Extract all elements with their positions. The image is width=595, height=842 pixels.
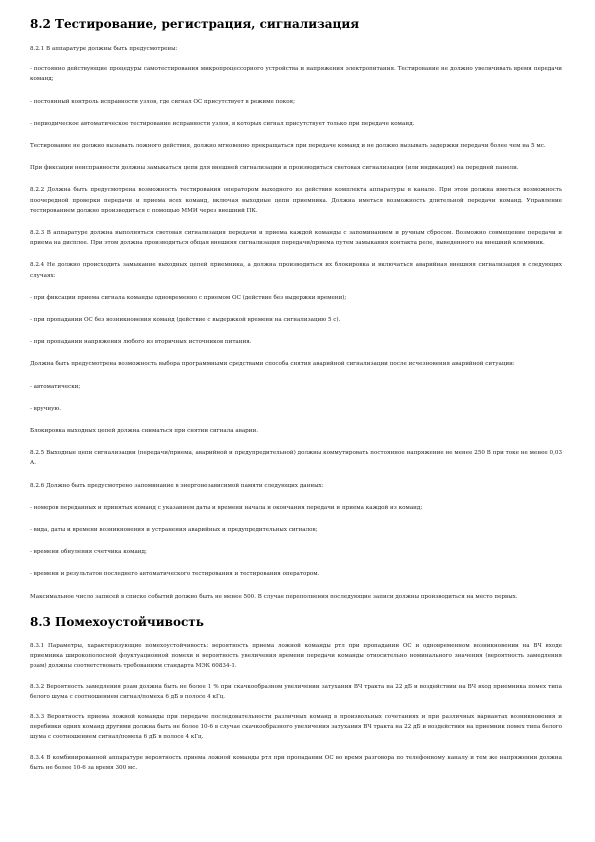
- paragraph: - при пропадании напряжения любого из вторичных источников питания.: [30, 339, 252, 346]
- paragraph: Должна быть предусмотрена возможность выбора программными средствами способа снятия аварийной сигнализации после исчезновения аварийной ситуации:: [30, 361, 515, 368]
- paragraph: 8.2.3 В аппаратуре должна выполняться световая сигнализация передачи и приема каждой команды с запоминанием и ручным сбросом. Возможно совмещение передачи и приема на дисплее. При этом должна производиться общая внешняя сигнализация передачи/приема путем замыкания контакта реле, выведенного на внешний клеммник.: [30, 230, 562, 247]
- paragraph: Блокировка выходных цепей должна сниматься при снятии сигнала аварии.: [30, 428, 258, 435]
- paragraph: - вручную.: [30, 405, 62, 412]
- paragraph: 8.3.1 Параметры, характеризующие помехоустойчивость: вероятность приема ложной команды ртл при пропадании ОС и одновременном возникновении на ВЧ входе приемника широкополосной флуктуационной помехи и вероятность увеличения времени передачи команды относительно номинального значения (вероятность замедления рзам) должны соответствовать требованиям стандарта МЭК 60834-1.: [30, 642, 562, 670]
- paragraph: 8.2.5 Выходные цепи сигнализации (передачи/приема, аварийной и предупредительной) должны коммутировать постоянное напряжение не менее 250 В при токе не менее 0,03 А.: [30, 450, 562, 467]
- paragraph: - постоянный контроль исправности узлов, где сигнал ОС присутствует в режиме покоя;: [30, 98, 295, 105]
- section-8-3-body: [30, 641, 562, 773]
- section-heading-8-2: 8.2 Тестирование, регистрация, сигнализация: [30, 17, 360, 31]
- paragraph: - вида, даты и времени возникновения и устранения аварийных и предупредительных сигналов;: [30, 527, 318, 534]
- paragraph: 8.2.6 Должно быть предусмотрено запоминание в энергонезависимой памяти следующих данных:: [30, 482, 324, 489]
- paragraph: 8.2.4 Не должно происходить замыкание выходных цепей приемника, а должна производиться их блокировка и включаться аварийная внешняя сигнализация в следующих случаях:: [30, 262, 562, 279]
- section-heading-8-3: 8.3 Помехоустойчивость: [30, 614, 204, 629]
- paragraph: 8.3.4 В комбинированной аппаратуре вероятность приема ложной команды ртл при пропадании ОС во время разговора по телефонному каналу и тем же напряжении должна быть не более 10-6 за время 300 мс.: [30, 754, 562, 771]
- paragraph: - постоянно действующие процедуры самотестирования микропроцессорного устройства и напряжения электропитания. Тестирование не должно увеличивать время передачи команд;: [30, 66, 562, 83]
- paragraph: - периодическое автоматическое тестирование исправности узлов, в которых сигнал присутствует только при передаче команд.: [30, 120, 415, 127]
- paragraph: - при пропадании ОС без возникновения команд (действие с выдержкой времени на сигнализацию 5 с).: [30, 317, 341, 324]
- paragraph: Тестирование не должно вызывать ложного действия, должно мгновенно прекращаться при передаче команд и не должно вызывать задержки передачи более чем на 5 мс.: [30, 143, 546, 150]
- paragraph: - номеров переданных и принятых команд с указанием даты и времени начала и окончания передачи и приема каждой из команд;: [30, 504, 423, 511]
- paragraph: 8.3.2 Вероятность замедления рзам должна быть не более 1 % при скачкообразном увеличении затухания ВЧ тракта на 22 дБ и воздействии на ВЧ вход приемника помех типа белого шума с соотношением сигнал/помеха 6 дБ в полосе 4 кГц.: [30, 683, 562, 700]
- paragraph: - времени обнуления счетчика команд;: [30, 549, 147, 556]
- paragraph: - времени и результатов последнего автоматического тестирования и тестирования оператором.: [30, 571, 320, 578]
- paragraph: 8.2.1 В аппаратуре должны быть предусмотрены:: [30, 46, 178, 52]
- paragraph: 8.2.2 Должна быть предусмотрена возможность тестирования оператором выходного из действия комплекта аппаратуры в канале. При этом должна иметься возможность поочередной проверки передачи и приема всех команд, включая выходные цепи приемника. Должна иметься возможность длительной передачи команд. Управление тестированием должно производиться с помощью ММИ через внешний ПК.: [30, 187, 562, 214]
- paragraph: - автоматически;: [30, 383, 81, 390]
- paragraph: - при фиксации приема сигнала команды одновременно с приемом ОС (действие без выдержки времени);: [30, 294, 347, 301]
- paragraph: Максимальное число записей в списке событий должно быть не менее 500. В случае переполнения последующие записи должны производиться на место первых.: [30, 593, 518, 600]
- paragraph: При фиксации неисправности должны замыкаться цепи для внешней сигнализации и производиться световая сигнализация (или индикация) на передней панели.: [30, 165, 519, 172]
- paragraph: 8.3.3 Вероятность приема ложной команды при передаче последовательности различных команд в произвольных сочетаниях и при различных вариантах возникновения и перебивки одних команд другими должна быть не более 10-6 в случае скачкообразного увеличения затухания ВЧ тракта на 22 дБ и воздействия на приемник помех типа белого шума с соотношением сигнал/помеха 6 дБ в полосе 4 кГц.: [30, 713, 562, 741]
- section-8-2-body: [30, 44, 562, 602]
